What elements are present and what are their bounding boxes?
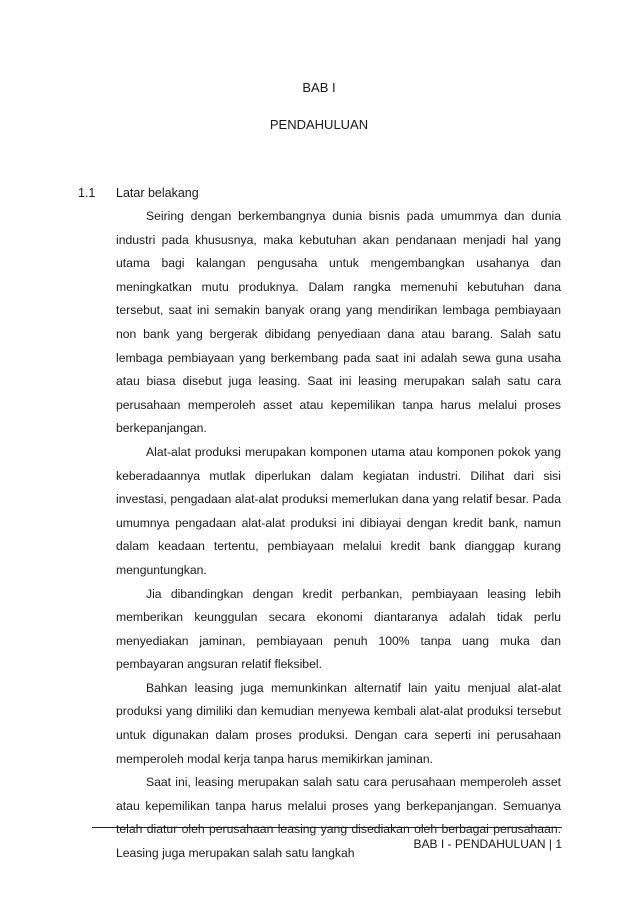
chapter-number: BAB I (302, 80, 336, 95)
body-text (116, 205, 561, 866)
paragraph: Seiring dengan berkembangnya dunia bisnis pada umummya dan dunia industri pada khususnya, maka kebutuhan akan pendanaan menjadi hal yang utama bagi kalangan pengusaha untuk mengembangkan usahanya dan meningkatkan mutu produknya. Dalam rangka memenuhi kebutuhan dana tersebut, saat ini semakin banyak orang yang mendirikan lembaga pembiayaan non bank yang bergerak dibidang penyediaan dana atau barang. Salah satu lembaga pembiayaan yang berkembang pada saat ini adalah sewa guna usaha atau biasa disebut juga leasing. Saat ini leasing merupakan salah satu cara perusahaan memperoleh asset atau kepemilikan tanpa harus melalui proses berkepanjangan. (116, 209, 561, 436)
section-number: 1.1 (78, 186, 96, 200)
chapter-title: PENDAHULUAN (269, 117, 369, 132)
section-title: Latar belakang (116, 186, 199, 200)
footer-page-label: BAB I - PENDAHULUAN | 1 (413, 837, 562, 851)
footer-divider (92, 827, 562, 828)
paragraph: Saat ini, leasing merupakan salah satu cara perusahaan memperoleh asset atau kepemilikan tanpa harus melalui proses yang berkepanjangan. Semuanya telah diatur oleh perusahaan leasing yang disediakan oleh berbagai perusahaan. Leasing juga merupakan salah satu langkah (116, 775, 561, 861)
paragraph: Jia dibandingkan dengan kredit perbankan, pembiayaan leasing lebih memberikan keunggulan secara ekonomi diantaranya adalah tidak perlu menyediakan jaminan, pembiayaan penuh 100% tanpa uang muka dan pembayaran angsuran relatif fleksibel. (116, 586, 561, 672)
paragraph: Alat-alat produksi merupakan komponen utama atau komponen pokok yang keberadaannya mutlak diperlukan dalam kegiatan industri. Dilihat dari sisi investasi, pengadaan alat-alat produksi memerlukan dana yang relatif besar. Pada umumnya pengadaan alat-alat produksi ini dibiayai dengan kredit bank, namun dalam keadaan tertentu, pembiayaan melalui kredit bank dianggap kurang menguntungkan. (116, 444, 561, 577)
paragraph: Bahkan leasing juga memunkinkan alternatif lain yaitu menjual alat-alat produksi yang dimiliki dan kemudian menyewa kembali alat-alat produksi tersebut untuk digunakan dalam proses produksi. Dengan cara seperti ini perusahaan memperoleh modal kerja tanpa harus memikirkan jaminan. (116, 680, 561, 766)
